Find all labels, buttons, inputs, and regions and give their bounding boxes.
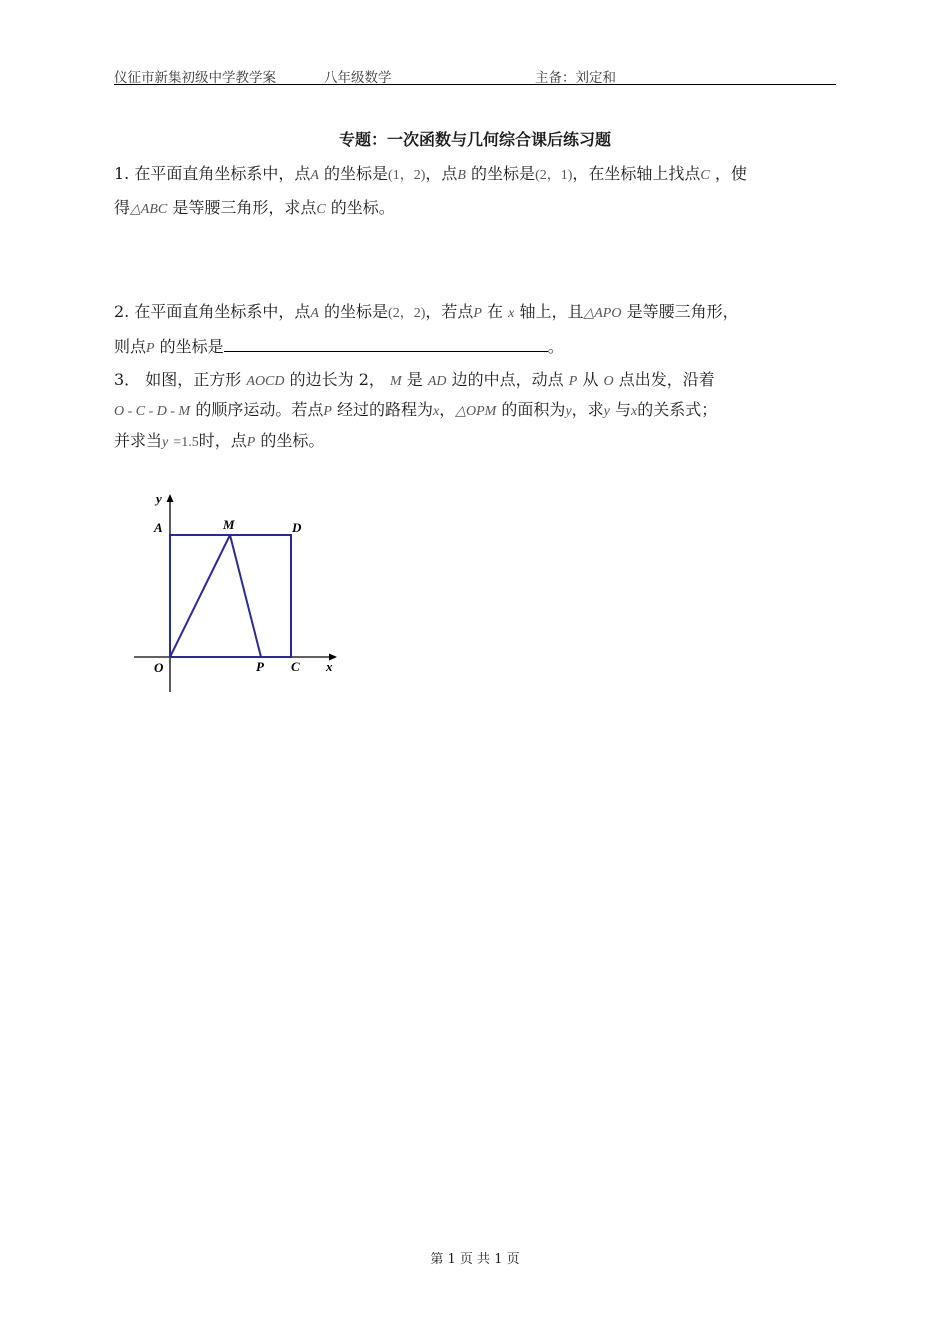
q3-line-3: 并求当y =1.5时，点P 的坐标。 [114,431,325,450]
label-a: A [154,520,163,535]
label-c: C [291,659,300,674]
label-y: y [156,491,162,506]
square-aocd [170,535,291,657]
label-x: x [326,659,333,674]
answer-blank[interactable] [224,337,548,352]
q3-line-1: 3． 如图，正方形 AOCD 的边长为 2， M 是 AD 边的中点，动点 P 从 O 点出发，沿着 [114,370,715,389]
label-m: M [223,517,235,532]
label-o: O [154,660,164,675]
header-school: 仪征市新集初级中学教学案 [114,70,276,86]
label-p: P [256,659,264,674]
segment-mp [230,535,261,657]
q1-line-2: 得△ABC 是等腰三角形，求点C 的坐标。 [114,198,395,217]
header-author: 主备：刘定和 [535,70,616,86]
q2-line-1: 2. 在平面直角坐标系中，点A 的坐标是(2，2)，若点P 在 x 轴上，且△APO 是等腰三角形， [114,302,739,321]
y-axis-arrow [167,494,174,502]
q1-line-1: 1. 在平面直角坐标系中，点A 的坐标是(1，2)，点B 的坐标是(2，1)，在坐标轴上找点C ，使 [114,164,747,183]
page-footer: 第 1 页 共 1 页 [430,1252,520,1267]
segment-om [170,535,230,657]
square-figure [125,488,345,698]
q3-line-2: O - C - D - M 的顺序运动。若点P 经过的路程为x，△OPM 的面积为y，求y 与x的关系式； [114,400,718,419]
q2-line-2: 则点P 的坐标是 。 [114,337,564,356]
page-header [114,64,836,85]
label-d: D [292,520,302,535]
page-title: 专题：一次函数与几何综合课后练习题 [338,130,611,149]
header-grade: 八年级数学 [324,70,392,86]
